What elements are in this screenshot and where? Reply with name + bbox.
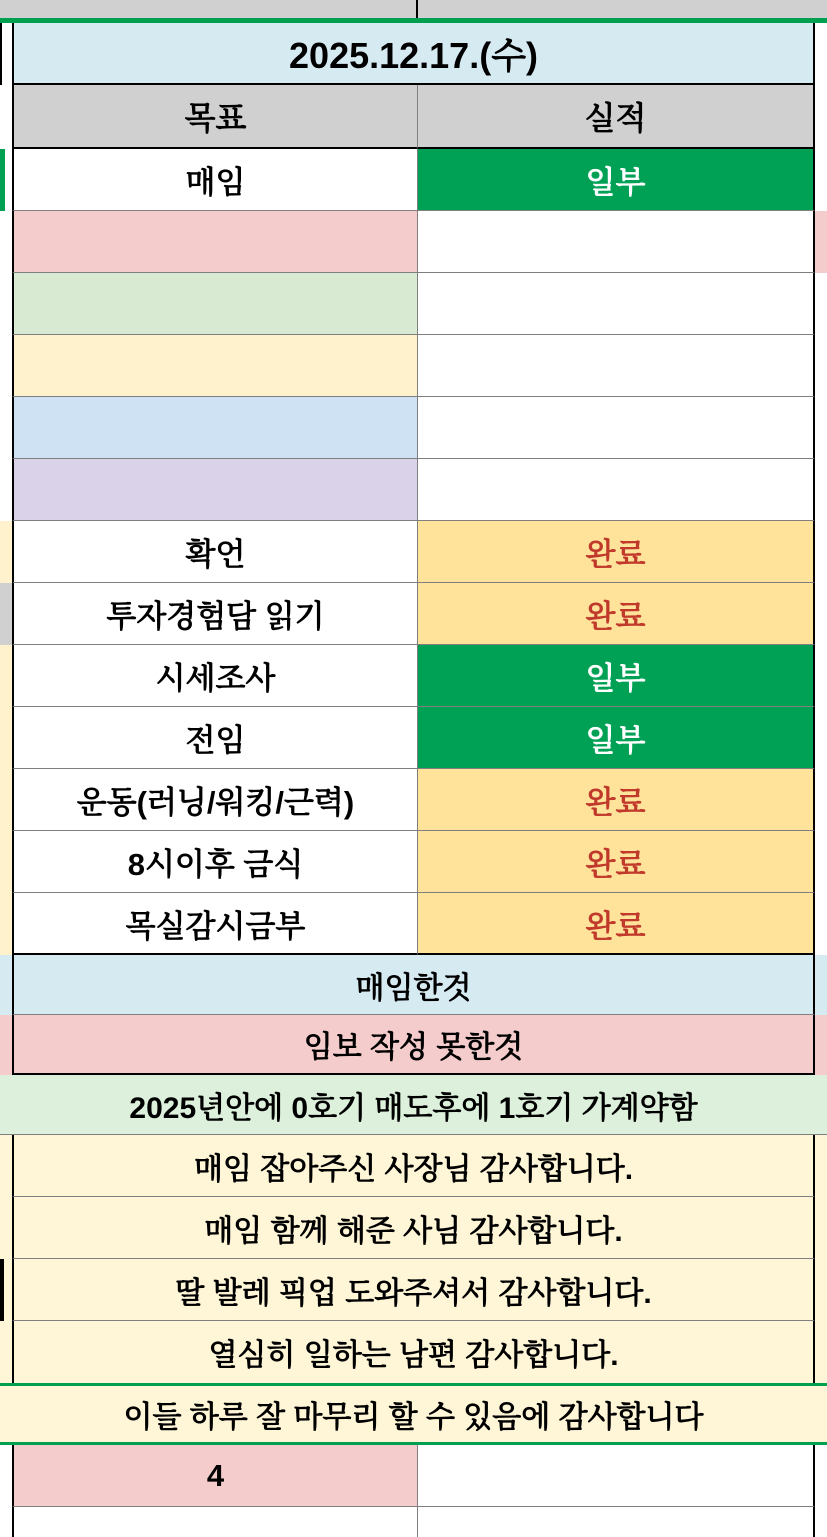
goal-cell[interactable]: 확언 xyxy=(12,521,418,583)
gratitude-right-margin xyxy=(815,1321,827,1383)
top-strip-goal xyxy=(12,0,418,18)
row-marker xyxy=(0,893,12,955)
gratitude-row xyxy=(0,1135,827,1197)
row-right-margin xyxy=(815,211,827,273)
actual-cell[interactable]: 완료 xyxy=(418,831,815,893)
actual-cell[interactable]: 일부 xyxy=(418,645,815,707)
note-text[interactable]: 2025년안에 0호기 매도후에 1호기 가계약함 xyxy=(0,1075,827,1135)
row-right-margin xyxy=(815,273,827,335)
gratitude-text[interactable]: 매임 잡아주신 사장님 감사합니다. xyxy=(12,1135,815,1197)
row-marker xyxy=(0,335,12,397)
count-empty-cell[interactable] xyxy=(418,1445,815,1507)
gratitude-text[interactable]: 열심히 일하는 남편 감사합니다. xyxy=(12,1321,815,1383)
table-row xyxy=(0,769,827,831)
row-right-margin xyxy=(815,645,827,707)
gratitude-left-margin xyxy=(0,1321,12,1383)
row-marker xyxy=(0,521,12,583)
date-row-left-margin xyxy=(0,23,12,85)
count-left-margin xyxy=(0,1445,12,1507)
gratitude-text[interactable]: 이들 하루 잘 마무리 할 수 있음에 감사합니다 xyxy=(0,1386,827,1442)
gratitude-left-margin xyxy=(0,1197,12,1259)
row-right-margin xyxy=(815,335,827,397)
actual-cell[interactable]: 완료 xyxy=(418,769,815,831)
actual-cell[interactable] xyxy=(418,335,815,397)
gratitude-right-margin xyxy=(815,1135,827,1197)
note-text[interactable]: 임보 작성 못한것 xyxy=(12,1015,815,1075)
actual-cell[interactable]: 일부 xyxy=(418,149,815,211)
table-row xyxy=(0,459,827,521)
table-row xyxy=(0,645,827,707)
goal-cell[interactable] xyxy=(12,211,418,273)
bottom-row xyxy=(0,1507,827,1537)
table-row xyxy=(0,149,827,211)
goal-cell[interactable]: 시세조사 xyxy=(12,645,418,707)
note-row xyxy=(0,1075,827,1135)
gratitude-row-highlighted xyxy=(0,1383,827,1445)
gratitude-row xyxy=(0,1197,827,1259)
row-right-margin xyxy=(815,769,827,831)
date-row-right-margin xyxy=(815,23,827,85)
column-header-row xyxy=(0,85,827,149)
note-left-margin xyxy=(0,955,12,1015)
actual-cell[interactable]: 완료 xyxy=(418,583,815,645)
row-marker xyxy=(0,831,12,893)
row-marker xyxy=(0,583,12,645)
bottom-right-margin xyxy=(815,1507,827,1537)
goal-cell[interactable]: 운동(러닝/워킹/근력) xyxy=(12,769,418,831)
count-right-margin xyxy=(815,1445,827,1507)
goal-cell[interactable]: 전임 xyxy=(12,707,418,769)
goal-cell[interactable]: 투자경험담 읽기 xyxy=(12,583,418,645)
goal-cell[interactable]: 목실감시금부 xyxy=(12,893,418,955)
table-row xyxy=(0,831,827,893)
gratitude-row xyxy=(0,1259,827,1321)
actual-cell[interactable]: 완료 xyxy=(418,521,815,583)
row-right-margin xyxy=(815,707,827,769)
row-right-margin xyxy=(815,459,827,521)
note-right-margin xyxy=(815,1015,827,1075)
row-marker xyxy=(0,645,12,707)
table-row xyxy=(0,397,827,459)
count-row xyxy=(0,1445,827,1507)
goal-cell[interactable] xyxy=(12,273,418,335)
gratitude-right-margin xyxy=(815,1197,827,1259)
column-header-actual: 실적 xyxy=(418,85,815,149)
top-strip-left xyxy=(0,0,12,18)
actual-cell[interactable]: 일부 xyxy=(418,707,815,769)
row-marker xyxy=(0,273,12,335)
row-marker xyxy=(0,397,12,459)
column-header-goal: 목표 xyxy=(12,85,418,149)
note-text[interactable]: 매임한것 xyxy=(12,955,815,1015)
gratitude-row xyxy=(0,1321,827,1383)
goal-cell[interactable]: 8시이후 금식 xyxy=(12,831,418,893)
top-strip-right xyxy=(815,0,827,18)
table-row xyxy=(0,893,827,955)
goal-cell[interactable] xyxy=(12,335,418,397)
row-marker xyxy=(0,769,12,831)
header-left-margin xyxy=(0,85,12,149)
actual-cell[interactable] xyxy=(418,397,815,459)
note-right-margin xyxy=(815,955,827,1015)
note-row xyxy=(0,955,827,1015)
goal-cell[interactable]: 매임 xyxy=(12,149,418,211)
date-label: 2025.12.17.(수) xyxy=(12,23,815,85)
actual-cell[interactable]: 완료 xyxy=(418,893,815,955)
count-value[interactable]: 4 xyxy=(12,1445,418,1507)
gratitude-left-margin xyxy=(0,1135,12,1197)
row-right-margin xyxy=(815,893,827,955)
top-strip-actual xyxy=(418,0,815,18)
actual-cell[interactable] xyxy=(418,273,815,335)
goal-cell[interactable] xyxy=(12,459,418,521)
table-row xyxy=(0,335,827,397)
table-row xyxy=(0,273,827,335)
table-row xyxy=(0,211,827,273)
top-strip xyxy=(0,0,827,18)
row-right-margin xyxy=(815,831,827,893)
row-marker xyxy=(0,707,12,769)
row-right-margin xyxy=(815,583,827,645)
actual-cell[interactable] xyxy=(418,211,815,273)
gratitude-right-margin xyxy=(815,1259,827,1321)
row-right-margin xyxy=(815,149,827,211)
table-row xyxy=(0,707,827,769)
row-marker xyxy=(0,149,12,211)
note-left-margin xyxy=(0,1015,12,1075)
goal-cell[interactable] xyxy=(12,397,418,459)
bottom-actual-cell[interactable] xyxy=(418,1507,815,1537)
date-row xyxy=(0,23,827,85)
table-row xyxy=(0,521,827,583)
gratitude-left-margin xyxy=(0,1259,12,1321)
gratitude-text[interactable]: 매임 함께 해준 사님 감사합니다. xyxy=(12,1197,815,1259)
table-row xyxy=(0,583,827,645)
note-row xyxy=(0,1015,827,1075)
bottom-left-margin xyxy=(0,1507,12,1537)
gratitude-text[interactable]: 딸 발레 픽업 도와주셔서 감사합니다. xyxy=(12,1259,815,1321)
row-marker xyxy=(0,211,12,273)
bottom-goal-cell[interactable] xyxy=(12,1507,418,1537)
row-right-margin xyxy=(815,397,827,459)
header-right-margin xyxy=(815,85,827,149)
row-right-margin xyxy=(815,521,827,583)
actual-cell[interactable] xyxy=(418,459,815,521)
row-marker xyxy=(0,459,12,521)
